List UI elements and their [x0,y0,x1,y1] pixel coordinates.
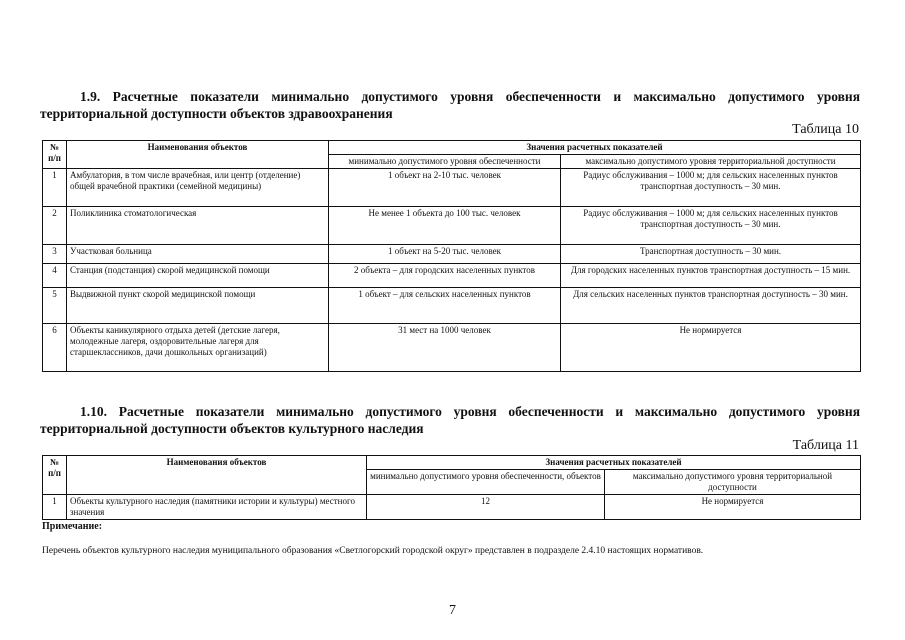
table-11-label: Таблица 11 [792,438,859,453]
section-heading-cultural-heritage: 1.10. Расчетные показатели минимально допустимого уровня обеспеченности и максимально допустимого уровня территориальной доступности объектов культурного наследия [40,404,860,436]
row-name: Объекты культурного наследия (памятники истории и культуры) местного значения [67,495,367,520]
row-min: 1 объект на 5-20 тыс. человек [329,245,561,264]
row-num: 1 [43,495,67,520]
table-row [43,288,861,324]
table-row [43,207,861,245]
note-label: Примечание: [42,521,103,532]
row-num: 5 [43,288,67,324]
section-heading-healthcare: 1.9. Расчетные показатели минимально допустимого уровня обеспеченности и максимально допустимого уровня территориальной доступности объектов здравоохранения [40,89,860,121]
row-max: Не нормируется [561,324,861,372]
header-min: минимально допустимого уровня обеспеченности, объектов [367,470,605,495]
row-min: Не менее 1 объекта до 100 тыс. человек [329,207,561,245]
note-text: Перечень объектов культурного наследия муниципального образования «Светлогорский городской округ» представлен в подразделе 2.4.10 настоящих нормативов. [42,546,704,556]
row-min: 1 объект на 2-10 тыс. человек [329,169,561,207]
header-min: минимально допустимого уровня обеспеченности [329,155,561,169]
row-num: 6 [43,324,67,372]
row-num: 2 [43,207,67,245]
row-min: 1 объект – для сельских населенных пунктов [329,288,561,324]
header-num: № п/п [43,141,67,169]
row-max: Транспортная доступность – 30 мин. [561,245,861,264]
table-row [43,264,861,288]
row-min: 2 объекта – для городских населенных пунктов [329,264,561,288]
header-max: максимально допустимого уровня территориальной доступности [561,155,861,169]
row-name: Станция (подстанция) скорой медицинской помощи [67,264,329,288]
table-10-label: Таблица 10 [792,122,859,137]
row-max: Не нормируется [605,495,861,520]
table-row [43,324,861,372]
table-row [43,495,861,520]
header-name: Наименования объектов [67,456,367,495]
row-num: 1 [43,169,67,207]
header-num: № п/п [43,456,67,495]
row-max: Для сельских населенных пунктов транспортная доступность – 30 мин. [561,288,861,324]
row-min: 12 [367,495,605,520]
table-cultural-heritage [42,455,861,520]
row-name: Участковая больница [67,245,329,264]
row-name: Поликлиника стоматологическая [67,207,329,245]
row-name: Объекты каникулярного отдыха детей (детские лагеря, молодежные лагеря, оздоровительные лагеря для старшеклассников, дачи дошкольных организаций) [67,324,329,372]
header-max: максимально допустимого уровня территориальной доступности [605,470,861,495]
header-values: Значения расчетных показателей [329,141,861,155]
table-row [43,245,861,264]
row-name: Амбулатория, в том числе врачебная, или центр (отделение) общей врачебной практики (семейной медицины) [67,169,329,207]
table-row [43,169,861,207]
row-min: 31 мест на 1000 человек [329,324,561,372]
row-name: Выдвижной пункт скорой медицинской помощи [67,288,329,324]
table-healthcare [42,140,861,372]
header-name: Наименования объектов [67,141,329,169]
header-values: Значения расчетных показателей [367,456,861,470]
row-num: 4 [43,264,67,288]
page-number: 7 [449,603,456,618]
row-max: Для городских населенных пунктов транспортная доступность – 15 мин. [561,264,861,288]
row-max: Радиус обслуживания – 1000 м; для сельских населенных пунктов транспортная доступность – 30 мин. [561,169,861,207]
row-num: 3 [43,245,67,264]
row-max: Радиус обслуживания – 1000 м; для сельских населенных пунктов транспортная доступность – 30 мин. [561,207,861,245]
